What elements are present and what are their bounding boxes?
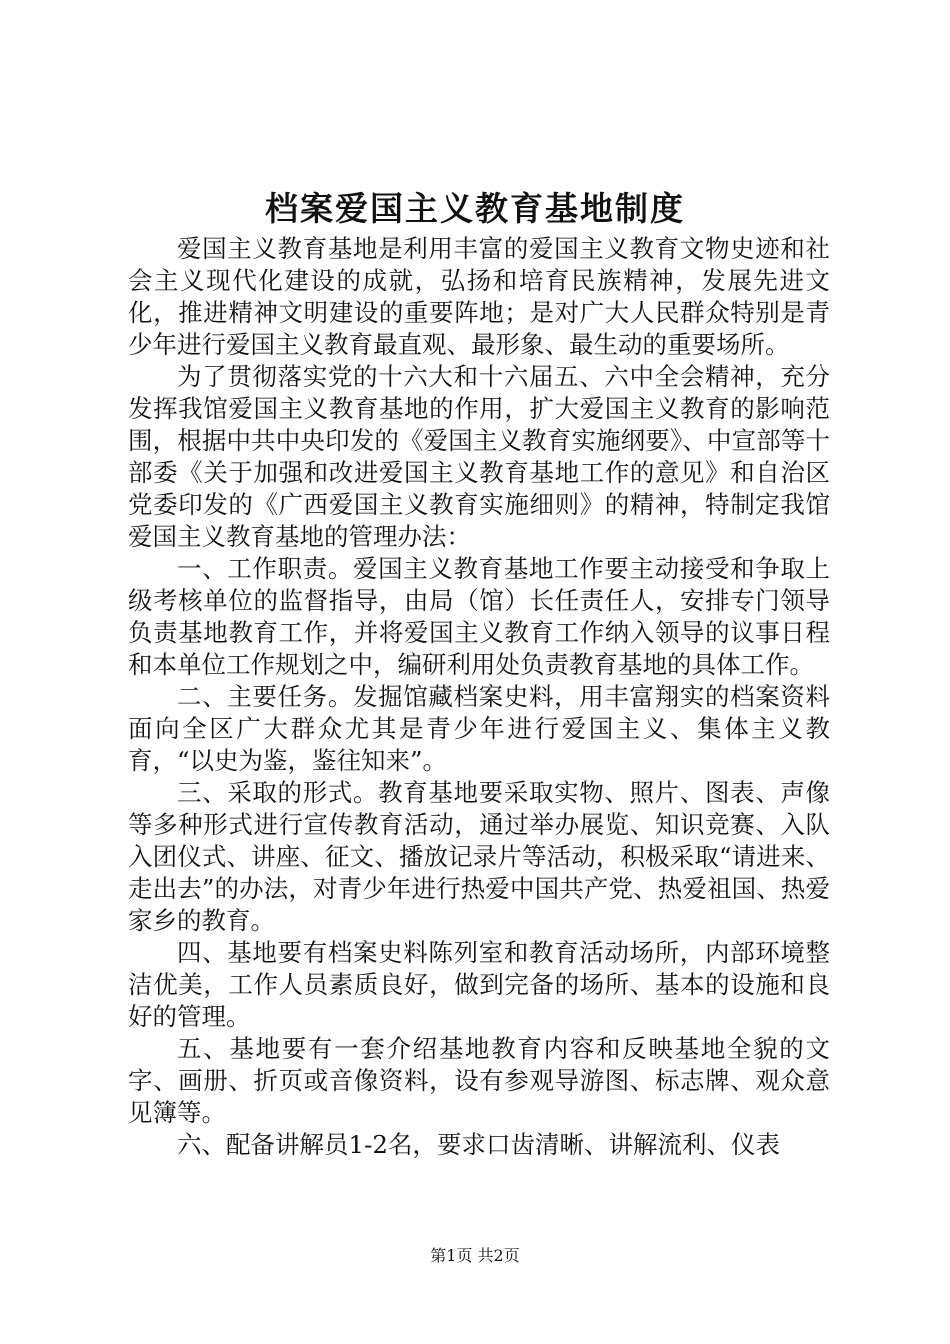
paragraph-intro: 爱国主义教育基地是利用丰富的爱国主义教育文物史迹和社会主义现代化建设的成就，弘扬和培育民族精神，发展先进文化，推进精神文明建设的重要阵地；是对广大人民群众特别是青少年进行爱国主义教育最直观、最形象、最生动的重要场所。 xyxy=(128,234,830,359)
paragraph-item-5: 五、基地要有一套介绍基地教育内容和反映基地全貌的文字、画册、折页或音像资料，设有参观导游图、标志牌、观众意见簿等。 xyxy=(128,1034,830,1127)
paragraph-item-2: 二、主要任务。发掘馆藏档案史料，用丰富翔实的档案资料面向全区广大群众尤其是青少年进行爱国主义、集体主义教育，“以史为鉴，鉴往知来”。 xyxy=(128,682,830,775)
document-body xyxy=(128,233,830,1161)
paragraph-item-6: 六、配备讲解员1-2名，要求口齿清晰、讲解流利、仪表 xyxy=(177,1130,780,1159)
page-footer: 第1页 共2页 xyxy=(430,1246,520,1265)
document-title: 档案爱国主义教育基地制度 xyxy=(265,189,685,228)
paragraph-item-4: 四、基地要有档案史料陈列室和教育活动场所，内部环境整洁优美，工作人员素质良好，做到完备的场所、基本的设施和良好的管理。 xyxy=(128,938,830,1031)
paragraph-item-3: 三、采取的形式。教育基地要采取实物、照片、图表、声像等多种形式进行宣传教育活动，通过举办展览、知识竞赛、入队入团仪式、讲座、征文、播放记录片等活动，积极采取“请进来、走出去”的办法，对青少年进行热爱中国共产党、热爱祖国、热爱家乡的教育。 xyxy=(128,778,830,935)
paragraph-item-1: 一、工作职责。爱国主义教育基地工作要主动接受和争取上级考核单位的监督指导，由局（馆）长任责任人，安排专门领导负责基地教育工作，并将爱国主义教育工作纳入领导的议事日程和本单位工作规划之中，编研利用处负责教育基地的具体工作。 xyxy=(128,554,830,679)
paragraph-purpose: 为了贯彻落实党的十六大和十六届五、六中全会精神，充分发挥我馆爱国主义教育基地的作用，扩大爱国主义教育的影响范围，根据中共中央印发的《爱国主义教育实施纲要》、中宣部等十部委《关于加强和改进爱国主义教育基地工作的意见》和自治区党委印发的《广西爱国主义教育实施细则》的精神，特制定我馆爱国主义教育基地的管理办法： xyxy=(128,362,830,551)
